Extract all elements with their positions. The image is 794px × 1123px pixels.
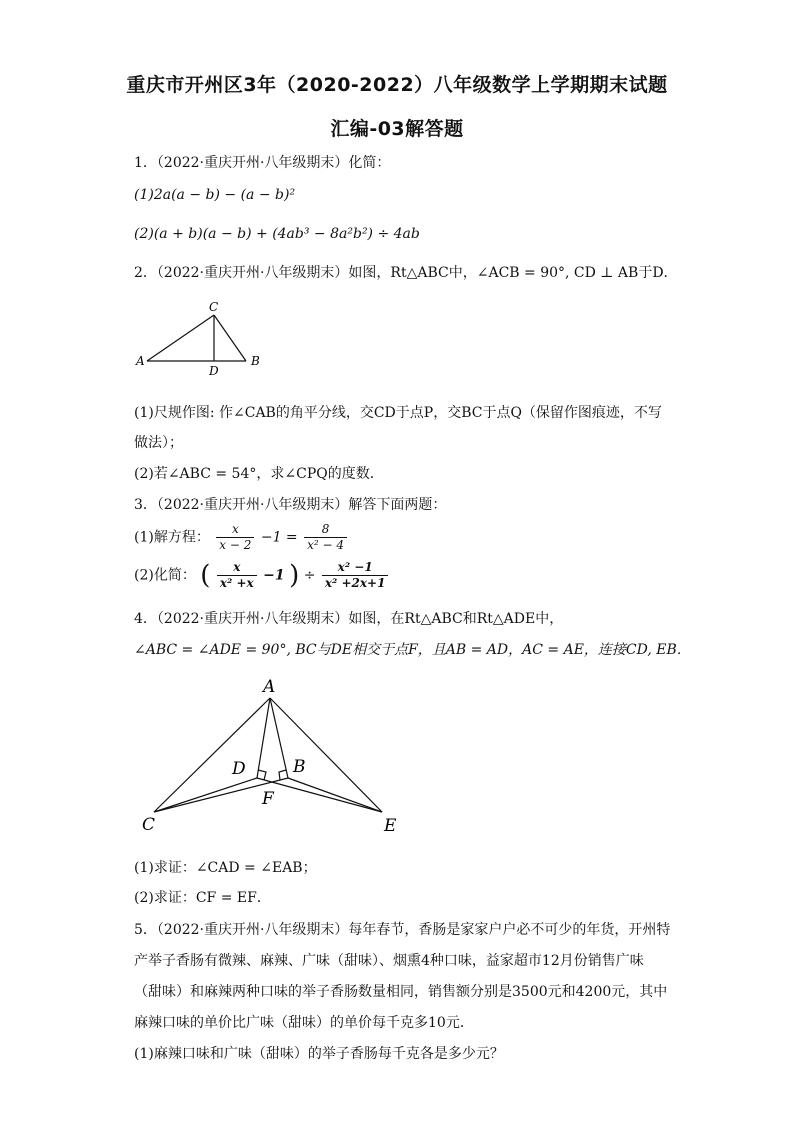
q3-left-paren: ( [200, 560, 211, 591]
q3-part2-frac2-den: x² +2x+1 [324, 576, 386, 590]
q4-label-C: C [142, 815, 156, 835]
q5-line2: 产举子香肠有微辣、麻辣、广味（甜味）、烟熏4种口味，益家超市12月份销售广味 [134, 953, 644, 969]
q3-part2-div: ÷ [303, 567, 316, 584]
q2-triangle-lines [147, 315, 246, 361]
q2-triangle-figure [130, 298, 280, 380]
q4-label-A: A [263, 677, 276, 697]
q3-part1-frac2-num: 8 [304, 522, 347, 538]
q2-label-C: C [209, 300, 219, 314]
q4-part2: (2)求证：CF = EF． [134, 890, 271, 906]
q3-part1-fraction1 [216, 522, 254, 553]
q3-part2-frac2-num: x² −1 [322, 560, 389, 576]
q4-label-B: B [293, 757, 306, 777]
doc-title-line1: 重庆市开州区3年（2020-2022）八年级数学上学期期末试题 [126, 74, 668, 96]
q5-line1: 5．（2022·重庆开州·八年级期末）每年春节，香肠是家家户户必不可少的年货，开州特 [134, 922, 671, 938]
q3-part1 [134, 522, 349, 553]
q3-part1-frac1-num: x [216, 522, 254, 538]
q3-part2-fraction1 [217, 560, 257, 591]
q2-side-BC [214, 315, 246, 361]
q5-line3: （甜味）和麻辣两种口味的举子香肠数量相同，销售额分别是3500元和4200元，其中 [134, 984, 668, 1000]
q3-part2-mid: −1 [263, 567, 285, 584]
q4-figure [130, 672, 420, 842]
q4-label-E: E [384, 816, 397, 836]
q3-part2-frac1-num: x [217, 560, 257, 576]
q3-right-paren: ) [289, 560, 300, 591]
q3-part1-frac2-den: x² − 4 [307, 538, 345, 552]
q3-part1-mid: −1 = [260, 529, 298, 546]
q4-label-F: F [262, 789, 274, 809]
q4-label-D: D [232, 759, 246, 779]
q3-part1-prefix: (1)解方程： [134, 529, 210, 546]
q4-segment-ED [257, 778, 382, 812]
q2-stem: 2．（2022·重庆开州·八年级期末）如图，Rt△ABC中，∠ACB = 90°, CD ⊥ AB于D． [134, 265, 678, 281]
q4-segment-AD [257, 698, 270, 778]
q3-part2-frac1-den: x² +x [219, 576, 254, 590]
q1-part1: (1)2a(a − b) − (a − b)² [134, 187, 296, 203]
q3-part1-frac1-den: x − 2 [219, 538, 252, 552]
q4-segment-AB [270, 698, 288, 778]
q2-label-B: B [251, 354, 260, 368]
q4-stem: 4．（2022·重庆开州·八年级期末）如图，在Rt△ABC和Rt△ADE中， [134, 611, 564, 627]
q4-segment-AC [154, 698, 270, 812]
q4-segment-CD [154, 778, 257, 812]
q1-part2: (2)(a + b)(a − b) + (4ab³ − 8a²b²) ÷ 4ab [134, 226, 420, 242]
q5-part1: (1)麻辣口味和广味（甜味）的举子香肠每千克各是多少元？ [134, 1046, 504, 1062]
q4-segment-AE [270, 698, 382, 812]
q2-side-AC [147, 315, 214, 361]
doc-title-line2: 汇编-03解答题 [330, 118, 464, 140]
q3-stem: 3．（2022·重庆开州·八年级期末）解答下面两题： [134, 497, 447, 513]
q3-part2-prefix: (2)化简： [134, 567, 196, 584]
q4-stem-line2: ∠ABC = ∠ADE = 90°, BC与DE相交于点F，且AB = AD，AC = AE，连接CD, EB． [134, 642, 691, 658]
q2-part2: (2)若∠ABC = 54°，求∠CPQ的度数． [134, 466, 384, 482]
q3-part2 [134, 560, 390, 591]
q2-label-D: D [209, 364, 219, 378]
q3-part1-fraction2 [304, 522, 347, 553]
q1-stem: 1．（2022·重庆开州·八年级期末）化简： [134, 155, 391, 171]
q2-part1-line1: (1)尺规作图: 作∠CAB的角平分线，交CD于点P，交BC于点Q（保留作图痕迹，不写 [134, 405, 662, 421]
q2-label-A: A [136, 354, 145, 368]
q4-part1: (1)求证：∠CAD = ∠EAB； [134, 860, 317, 876]
q3-part2-fraction2 [322, 560, 389, 591]
q2-part1-line2: 做法）； [134, 435, 183, 451]
q5-line4: 麻辣口味的单价比广味（甜味）的单价每千克多10元． [134, 1015, 474, 1031]
q4-segment-EB [288, 778, 382, 812]
